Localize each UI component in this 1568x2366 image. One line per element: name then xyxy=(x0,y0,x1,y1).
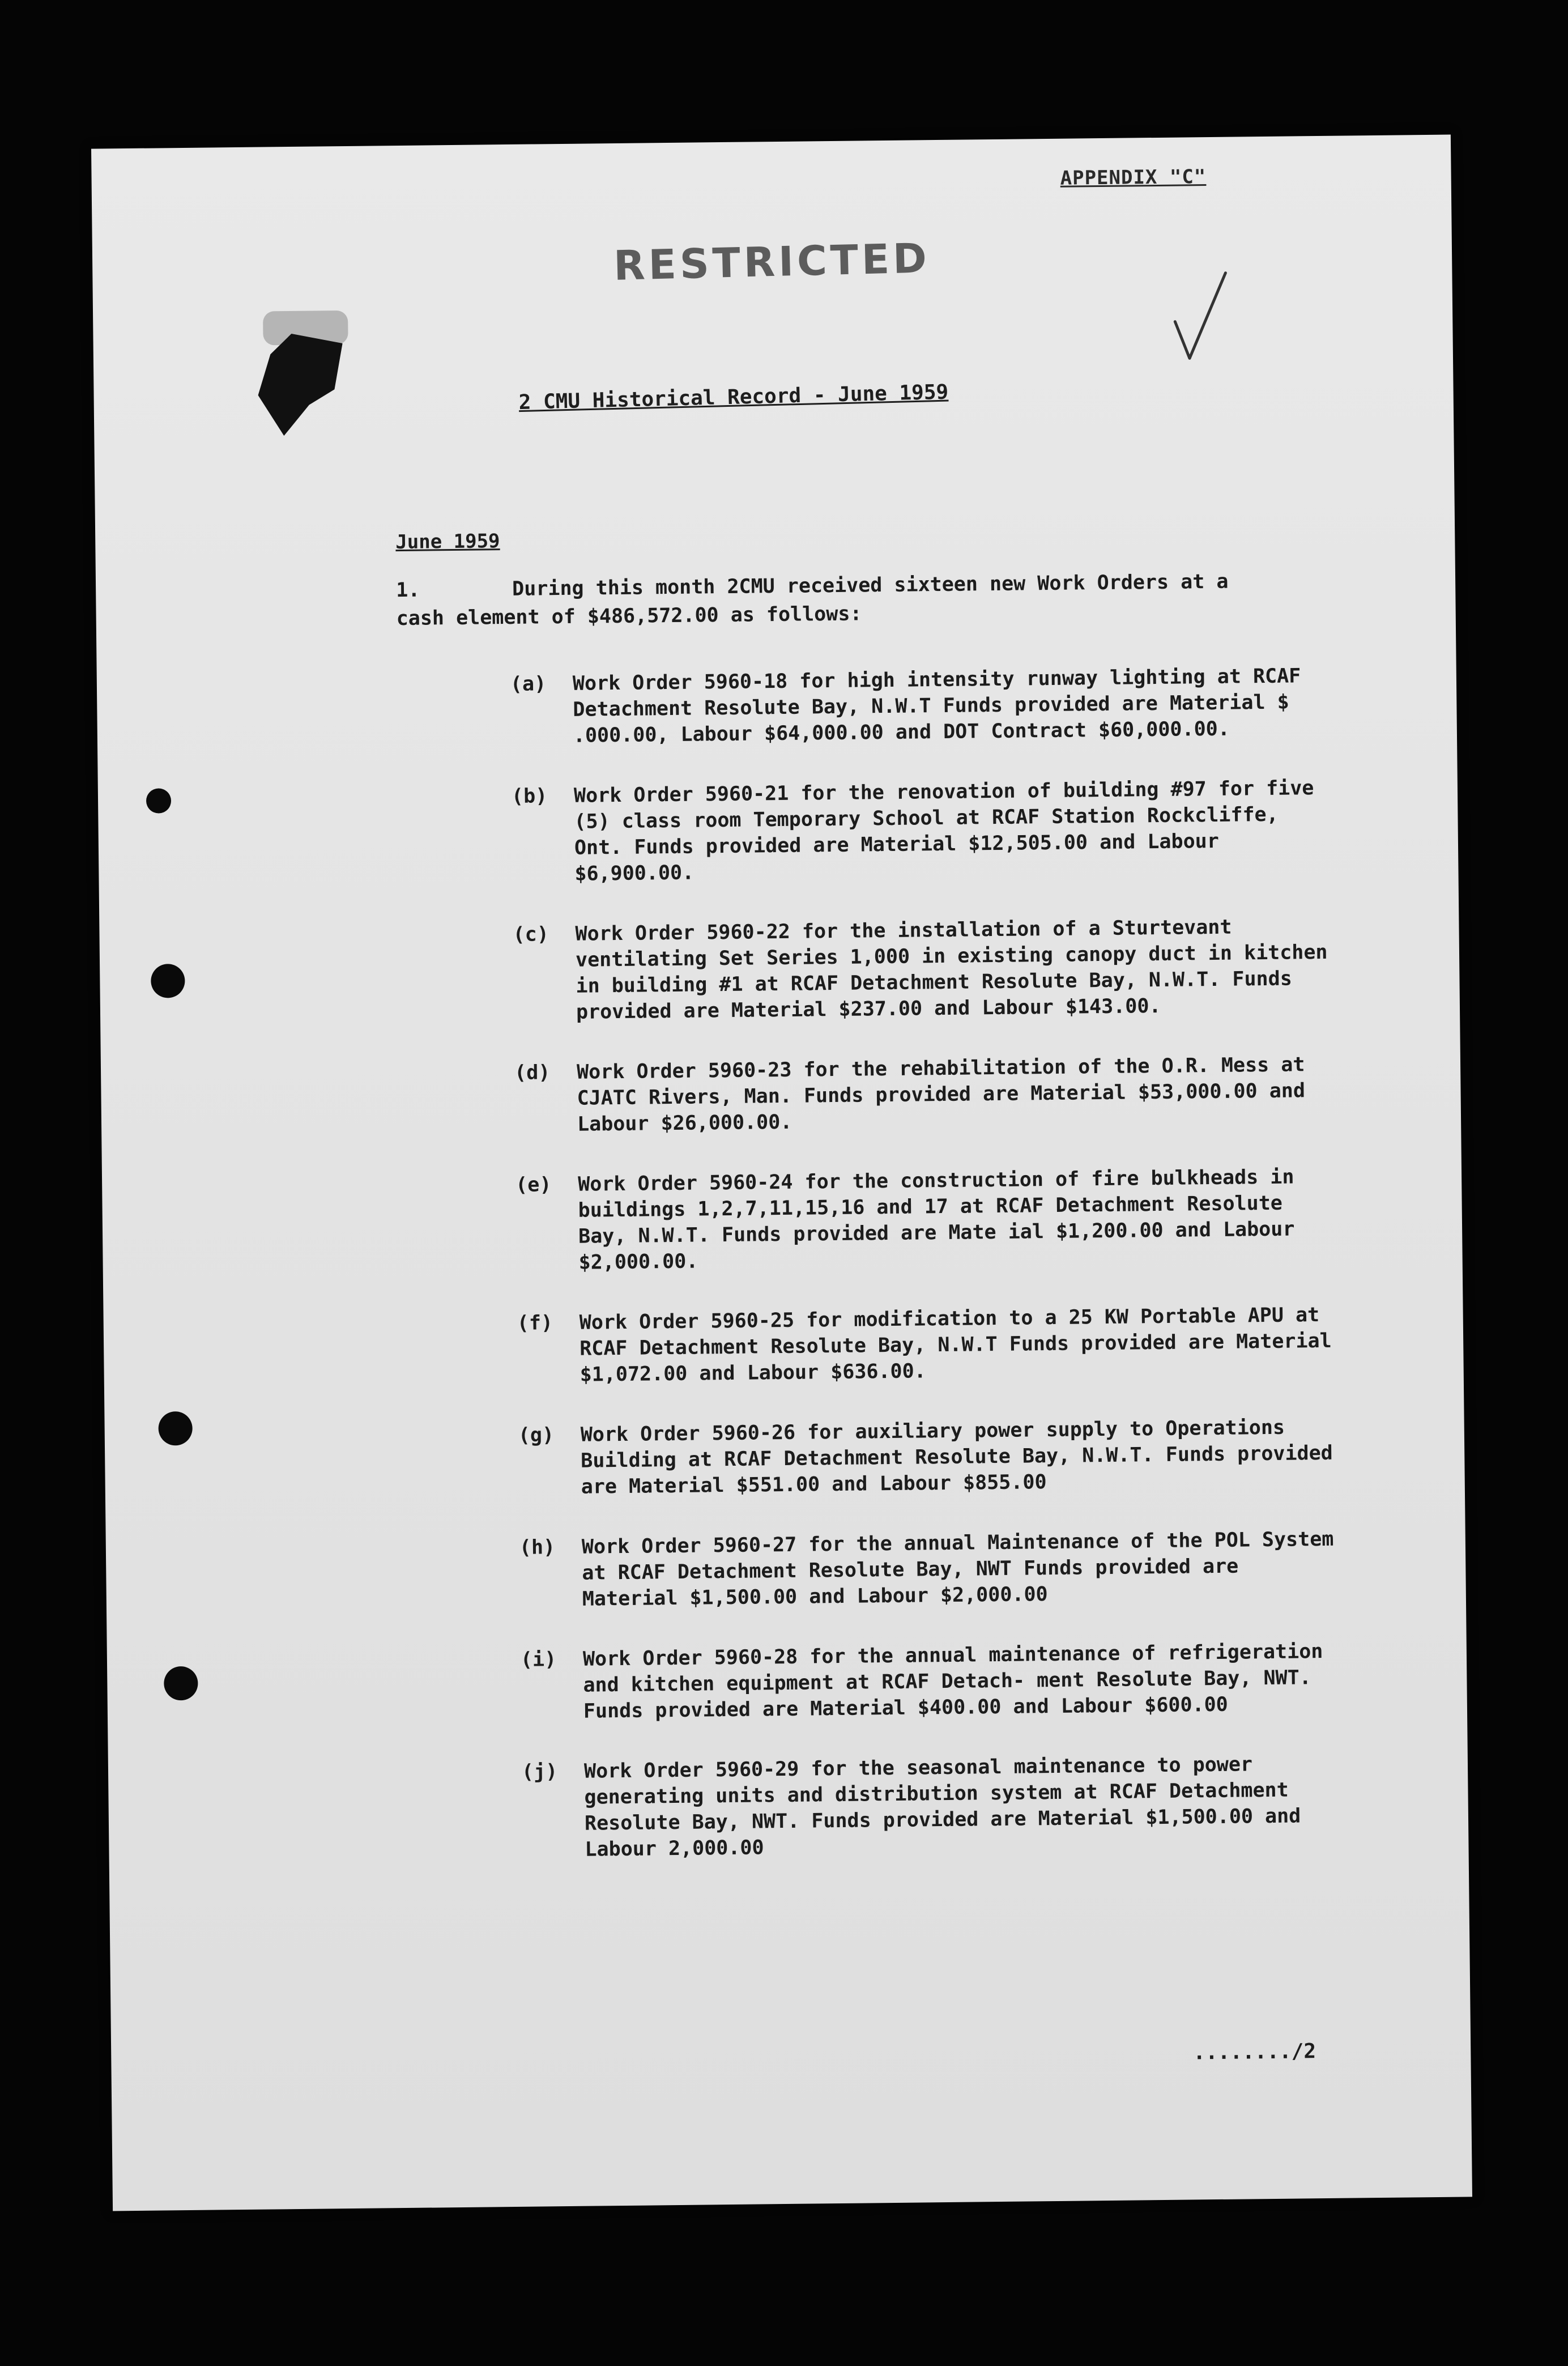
section-date: June 1959 xyxy=(395,530,500,554)
punch-hole xyxy=(151,964,185,998)
list-item xyxy=(514,1052,1336,1138)
list-item xyxy=(515,1164,1338,1276)
torn-corner xyxy=(257,333,343,436)
item-text: Work Order 5960-18 for high intensity runway lighting at RCAF Detachment Resolute Bay, N.W.T Funds provided are Material $ .000.00, Labour $64,000.00 and DOT Contract $60,000.00. xyxy=(572,665,1301,747)
item-text: Work Order 5960-25 for modification to a 25 KW Portable APU at RCAF Detachment Resolute Bay, N.W.T Funds provided are Material $1,072.00 and Labour $636.00. xyxy=(579,1304,1332,1386)
item-label: (h) xyxy=(519,1536,556,1559)
check-mark-icon xyxy=(1169,267,1232,364)
list-item xyxy=(512,775,1334,888)
document-title: 2 CMU Historical Record - June 1959 xyxy=(518,380,949,415)
list-item xyxy=(510,663,1332,750)
item-label: (c) xyxy=(513,923,549,946)
punch-hole xyxy=(164,1666,198,1701)
intro-text: During this month 2CMU received sixteen new Work Orders at a cash element of $486,572.00 as follows: xyxy=(396,570,1229,631)
appendix-label: APPENDIX "C" xyxy=(1060,165,1207,190)
classification-stamp: RESTRICTED xyxy=(613,234,931,290)
intro-paragraph xyxy=(396,567,1246,633)
list-item xyxy=(521,1639,1343,1725)
punch-hole xyxy=(158,1411,193,1446)
list-item xyxy=(519,1526,1341,1613)
item-label: (i) xyxy=(520,1648,557,1671)
list-item xyxy=(522,1751,1344,1863)
item-label: (d) xyxy=(514,1061,551,1084)
item-text: Work Order 5960-22 for the installation of a Sturtevant ventilating Set Series 1,000 in existing canopy duct in kitchen in building #1 at RCAF Detachment Resolute Bay, N.W.T. Funds provided are Material $237.00 and Labour $143.00. xyxy=(575,916,1328,1024)
document-page xyxy=(91,135,1472,2211)
item-text: Work Order 5960-24 for the construction of fire bulkheads in buildings 1,2,7,11,15,16 and 17 at RCAF Detachment Resolute Bay, N.W.T. Funds provided are Mate ial $1,200.00 and Labour $2,000.00. xyxy=(577,1165,1295,1274)
item-text: Work Order 5960-26 for auxiliary power supply to Operations Building at RCAF Detachment Resolute Bay, N.W.T. Funds provided are Material $551.00 and Labour $855.00 xyxy=(580,1416,1333,1499)
paragraph-number: 1. xyxy=(395,578,420,602)
item-label: (b) xyxy=(511,785,548,808)
item-text: Work Order 5960-23 for the rehabilitation of the O.R. Mess at CJATC Rivers, Man. Funds provided are Material $53,000.00 and Labour $26,000.00. xyxy=(576,1053,1306,1136)
item-text: Work Order 5960-27 for the annual Maintenance of the POL System at RCAF Detachment Resolute Bay, NWT Funds provided are Material $1,500.00 and Labour $2,000.00 xyxy=(581,1527,1334,1611)
list-item xyxy=(518,1414,1340,1501)
item-label: (f) xyxy=(517,1312,553,1335)
item-label: (j) xyxy=(521,1760,558,1784)
item-text: Work Order 5960-21 for the renovation of building #97 for five (5) class room Temporary School at RCAF Station Rockcliffe, Ont. Funds provided are Material $12,505.00 and Labour $6,900.00. xyxy=(573,777,1314,886)
item-label: (a) xyxy=(510,673,547,696)
item-label: (e) xyxy=(515,1173,552,1197)
item-text: Work Order 5960-28 for the annual maintenance of refrigeration and kitchen equipment at RCAF Detach- ment Resolute Bay, NWT. Funds provided are Material $400.00 and Labour $600.00 xyxy=(582,1640,1323,1723)
list-item xyxy=(513,913,1335,1026)
item-text: Work Order 5960-29 for the seasonal maintenance to power generating units and distribution system at RCAF Detachment Resolute Bay, NWT. Funds provided are Material $1,500.00 and Labour 2,000.00 xyxy=(583,1753,1301,1861)
work-order-list xyxy=(510,663,1345,1897)
page-continuation: ......../2 xyxy=(1193,2040,1316,2065)
punch-hole xyxy=(146,788,171,813)
list-item xyxy=(517,1302,1339,1389)
item-label: (g) xyxy=(518,1424,555,1447)
